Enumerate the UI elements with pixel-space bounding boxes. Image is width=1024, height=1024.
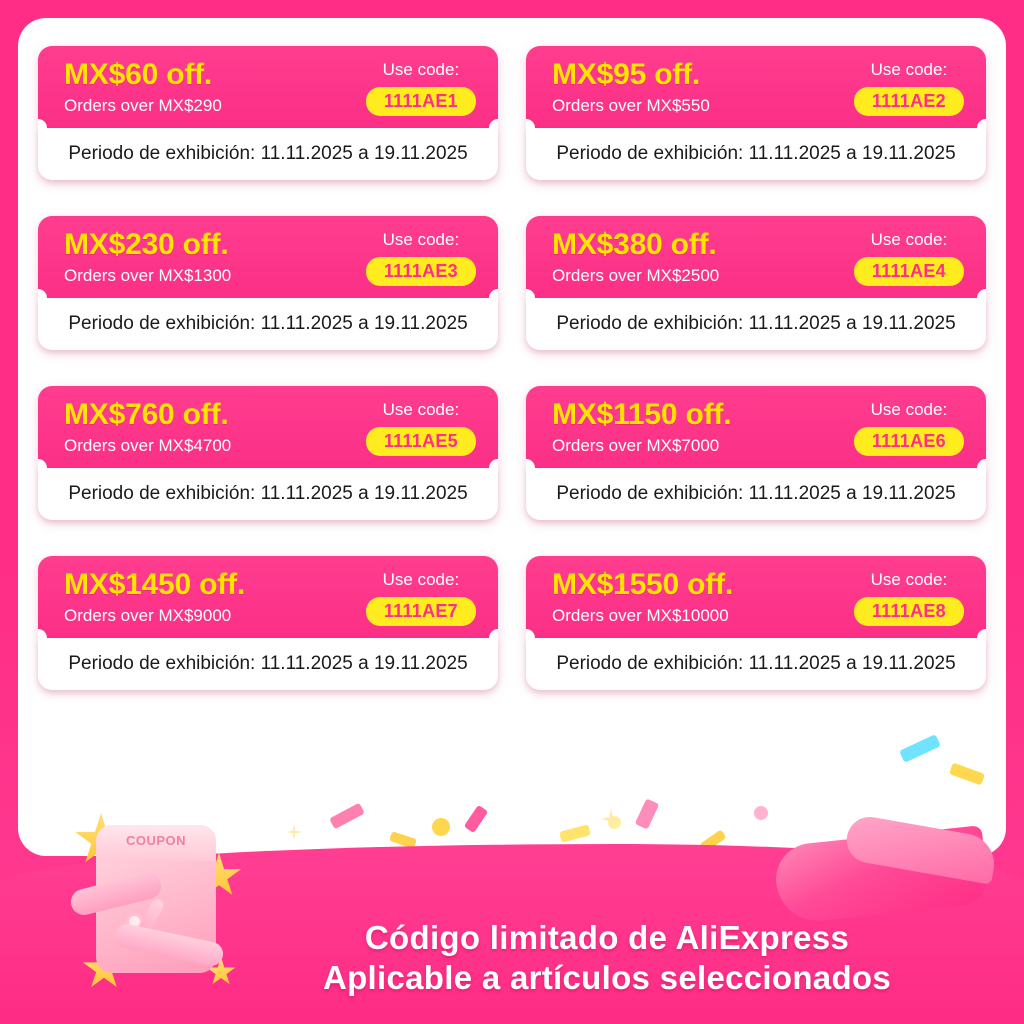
footer-line-1: Código limitado de AliExpress xyxy=(364,918,850,956)
use-code-label: Use code: xyxy=(382,570,460,589)
coupon-card[interactable] xyxy=(526,46,986,180)
coupon-threshold: Orders over MX$4700 xyxy=(64,436,232,455)
coupon-threshold: Orders over MX$290 xyxy=(64,96,222,115)
coupon-period: Periodo de exhibición: 11.11.2025 a 19.11.2025 xyxy=(556,483,956,504)
coupon-amount: MX$1550 off. xyxy=(552,568,733,601)
coupon-amount: MX$1450 off. xyxy=(64,568,245,601)
coupon-footer xyxy=(38,638,498,690)
coupon-amount-block xyxy=(64,570,245,624)
coupon-amount: MX$95 off. xyxy=(552,58,701,91)
coupon-code[interactable]: 1111AE8 xyxy=(854,597,964,626)
coupon-code[interactable]: 1111AE3 xyxy=(366,257,476,286)
coupon-code[interactable]: 1111AE2 xyxy=(854,87,964,116)
coupon-code-block xyxy=(854,58,964,116)
coupon-period: Periodo de exhibición: 11.11.2025 a 19.11.2025 xyxy=(68,653,468,674)
coupon-period: Periodo de exhibición: 11.11.2025 a 19.11.2025 xyxy=(556,143,956,164)
coupon-footer xyxy=(526,298,986,350)
coupon-code-block xyxy=(854,228,964,286)
coupon-footer xyxy=(526,468,986,520)
coupon-amount-block xyxy=(552,570,733,624)
coupon-card[interactable] xyxy=(38,556,498,690)
coupon-card[interactable] xyxy=(526,556,986,690)
coupon-amount-block xyxy=(64,60,222,114)
coupon-amount: MX$60 off. xyxy=(64,58,213,91)
coupon-code-block xyxy=(366,58,476,116)
coupon-footer xyxy=(526,638,986,690)
coupon-threshold: Orders over MX$1300 xyxy=(64,266,232,285)
coupon-code[interactable]: 1111AE6 xyxy=(854,427,964,456)
coupon-code-block xyxy=(366,228,476,286)
coupon-threshold: Orders over MX$2500 xyxy=(552,266,720,285)
coupon-period: Periodo de exhibición: 11.11.2025 a 19.11.2025 xyxy=(68,313,468,334)
ribbon-decoration xyxy=(746,794,996,914)
coupon-header xyxy=(526,46,986,128)
coupon-footer xyxy=(38,298,498,350)
coupon-amount: MX$380 off. xyxy=(552,228,717,261)
coupon-ticket-label: COUPON xyxy=(125,833,187,848)
use-code-label: Use code: xyxy=(382,60,460,79)
use-code-label: Use code: xyxy=(382,230,460,249)
coupon-footer xyxy=(38,468,498,520)
coupon-header xyxy=(38,386,498,468)
coupon-code-block xyxy=(366,398,476,456)
coupon-amount-block xyxy=(64,400,231,454)
coupon-header xyxy=(526,386,986,468)
coupon-grid xyxy=(38,46,986,690)
coupon-amount: MX$1150 off. xyxy=(552,398,732,431)
coupon-period: Periodo de exhibición: 11.11.2025 a 19.11.2025 xyxy=(68,483,468,504)
coupon-header xyxy=(38,556,498,638)
coupon-amount-block xyxy=(552,400,731,454)
coupon-card[interactable] xyxy=(526,386,986,520)
use-code-label: Use code: xyxy=(870,230,948,249)
coupon-threshold: Orders over MX$7000 xyxy=(552,436,720,455)
coupon-threshold: Orders over MX$9000 xyxy=(64,606,232,625)
coupon-card[interactable] xyxy=(38,216,498,350)
coupon-amount: MX$760 off. xyxy=(64,398,229,431)
coupon-card[interactable] xyxy=(526,216,986,350)
coupon-code[interactable]: 1111AE7 xyxy=(366,597,476,626)
coupon-amount: MX$230 off. xyxy=(64,228,229,261)
coupon-period: Periodo de exhibición: 11.11.2025 a 19.11.2025 xyxy=(556,313,956,334)
coupon-period: Periodo de exhibición: 11.11.2025 a 19.11.2025 xyxy=(68,143,468,164)
coupon-card[interactable] xyxy=(38,386,498,520)
coupon-header xyxy=(526,216,986,298)
coupon-header xyxy=(526,556,986,638)
coupon-amount-block xyxy=(552,230,719,284)
coupon-code-block xyxy=(854,568,964,626)
coupon-threshold: Orders over MX$550 xyxy=(552,96,710,115)
use-code-label: Use code: xyxy=(870,60,948,79)
coupon-footer xyxy=(38,128,498,180)
coupon-code[interactable]: 1111AE5 xyxy=(366,427,476,456)
coupon-amount-block xyxy=(552,60,710,114)
use-code-label: Use code: xyxy=(382,400,460,419)
use-code-label: Use code: xyxy=(870,570,948,589)
coupon-header xyxy=(38,46,498,128)
coupon-card[interactable] xyxy=(38,46,498,180)
use-code-label: Use code: xyxy=(870,400,948,419)
coupon-illustration xyxy=(74,807,244,992)
coupon-threshold: Orders over MX$10000 xyxy=(552,606,729,625)
coupon-code[interactable]: 1111AE4 xyxy=(854,257,964,286)
coupon-code[interactable]: 1111AE1 xyxy=(366,87,476,116)
coupon-header xyxy=(38,216,498,298)
footer-line-2: Aplicable a artículos seleccionados xyxy=(322,958,892,996)
coupon-code-block xyxy=(366,568,476,626)
coupon-period: Periodo de exhibición: 11.11.2025 a 19.11.2025 xyxy=(556,653,956,674)
coupon-amount-block xyxy=(64,230,231,284)
coupon-footer xyxy=(526,128,986,180)
coupon-code-block xyxy=(854,398,964,456)
